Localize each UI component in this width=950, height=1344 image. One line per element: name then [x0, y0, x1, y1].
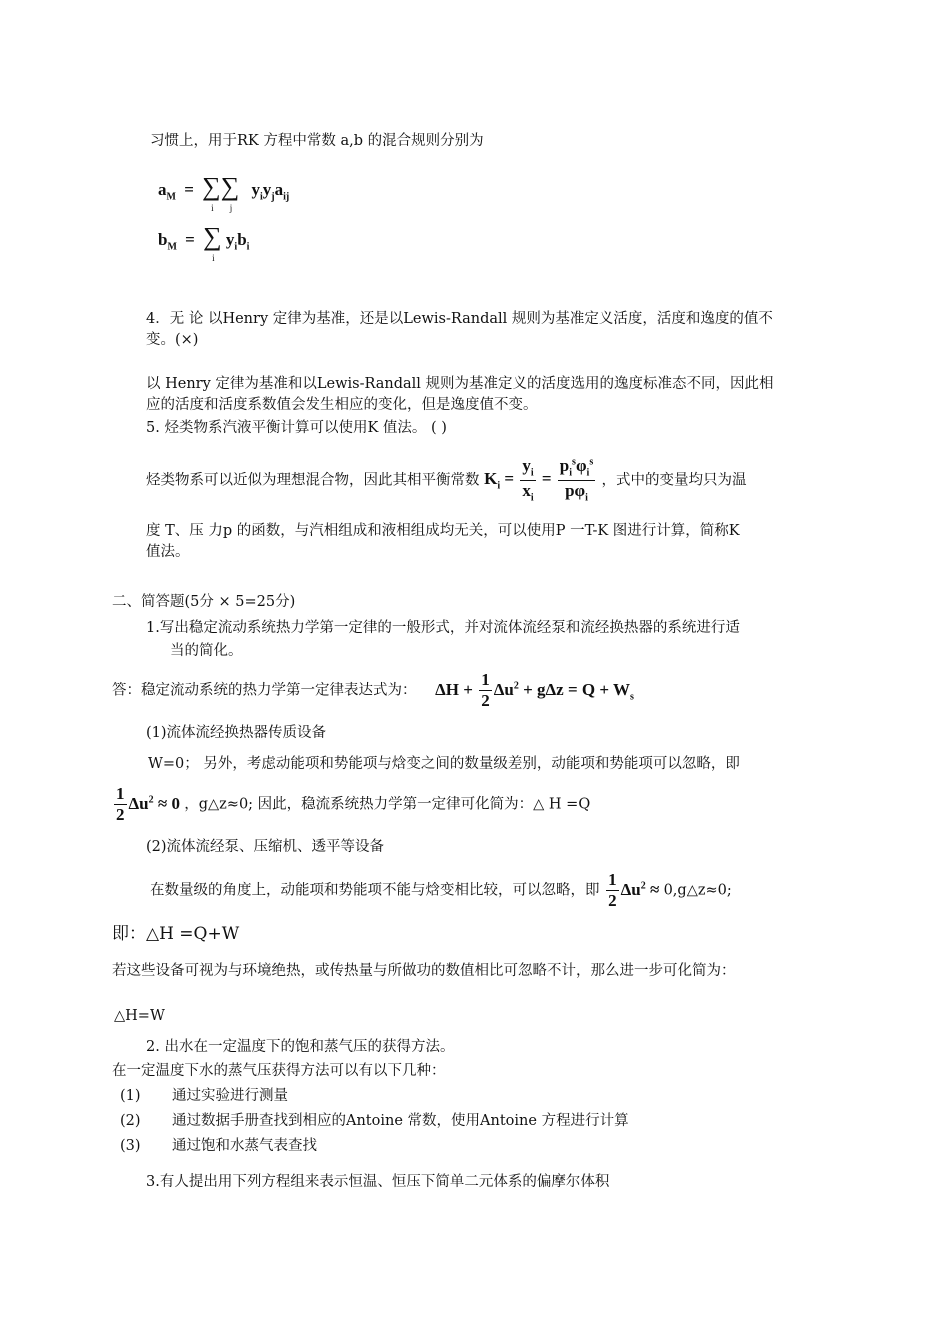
- a5-line-1: 烃类物系可以近似为理想混合物，因此其相平衡常数 $K_i$ = $\frac{y_i}{x_i}$ = $\frac{p_i^s\varphi_i^s}{p\varphi_i}$ ，式中的变量均只为温: [146, 456, 747, 504]
- s2-item-1: (1) 通过实验进行测量: [120, 1088, 288, 1104]
- s1-result: 即：△H =Q+W: [112, 924, 240, 944]
- k-equation: $K_i$ = $\frac{y_i}{x_i}$ = $\frac{p_i^s\varphi_i^s}{p\varphi_i}$: [484, 456, 594, 504]
- s1-part-2-line-1: 在数量级的角度上，动能项和势能项不能与焓变相比较，可以忽略，即 $\frac{1}{2}$ $\Delta u^2$ ≈ 0,g△z≈0;: [150, 870, 732, 911]
- b-symbol: b: [237, 230, 247, 249]
- a4-line-2: 应的活度和活度系数值会发生相应的变化，但是逸度值不变。: [146, 397, 538, 413]
- a4-line-1: 以 Henry 定律为基准和以Lewis-Randall 规则为基准定义的活度选用的逸度标准态不同，因此相: [146, 376, 774, 392]
- s1-question-line-1: 1.写出稳定流动系统热力学第一定律的一般形式，并对流体流经泵和流经换热器的系统进行适: [146, 620, 740, 636]
- s1-part-1-title: (1)流体流经换热器传质设备: [146, 725, 327, 741]
- q4-line-2: 变。(×): [146, 332, 199, 348]
- first-law-equation: ΔH + $\frac{1}{2}$ $\Delta u^2 + g\Delta z = Q + W_s$: [435, 670, 634, 711]
- section-2-title: 二、简答题(5分 × 5=25分): [112, 594, 296, 610]
- s1-part-1-line-1: W=0； 另外，考虑动能项和势能项与焓变之间的数量级差别，动能项和势能项可以忽略，即: [148, 756, 740, 772]
- equation-a-m: $a_M$ = ∑ i ∑ j $y_iy_ja_{ij}$: [158, 172, 290, 213]
- sum-symbol: ∑ j: [220, 172, 240, 213]
- s1-part-1-line-2: $\frac{1}{2}$ $\Delta u^2 \approx 0$ ，g△z≈0; 因此，稳流系统热力学第一定律可化简为：△ H =Q: [112, 780, 590, 825]
- q5-text: 5. 烃类物系汽液平衡计算可以使用K 值法。 ( ): [146, 420, 447, 436]
- s2-item-2: (2) 通过数据手册查找到相应的Antoine 常数，使用Antoine 方程进行计算: [120, 1113, 629, 1129]
- equation-b-m: $b_M$ = ∑ i $y_ib_i$: [158, 222, 250, 263]
- a5-line-3: 值法。: [146, 544, 190, 560]
- a-symbol: a: [274, 180, 284, 199]
- s2-intro: 在一定温度下水的蒸气压获得方法可以有以下几种：: [112, 1063, 446, 1079]
- sum-symbol: ∑ i: [202, 172, 221, 213]
- s2-question: 2. 出水在一定温度下的饱和蒸气压的获得方法。: [146, 1039, 455, 1055]
- s1-note: 若这些设备可视为与环境绝热，或传热量与所做功的数值相比可忽略不计，那么进一步可化简为：: [112, 963, 736, 979]
- s1-answer-line: 答：稳定流动系统的热力学第一定律表达式为： ΔH + $\frac{1}{2}$ $\Delta u^2 + g\Delta z = Q + W_s$: [112, 670, 634, 711]
- kinetic-term: $\frac{1}{2}$ $\Delta u^2 \approx 0$: [116, 784, 185, 825]
- rk-intro-text: 习惯上，用于RK 方程中常数 a,b 的混合规则分别为: [150, 133, 484, 149]
- s1-question-line-2: 当的简化。: [170, 643, 243, 659]
- kinetic-term-2: $\frac{1}{2}$ $\Delta u^2$ ≈: [608, 870, 664, 911]
- a5-line-2: 度 T、压 力p 的函数，与汽相组成和液相组成均无关，可以使用P 一T-K 图进行计算，简称K: [146, 523, 740, 539]
- s2-item-3: (3) 通过饱和水蒸气表查找: [120, 1138, 317, 1154]
- q4-line-1: 4．无 论 以Henry 定律为基准，还是以Lewis-Randall 规则为基准定义活度，活度和逸度的值不: [146, 311, 773, 327]
- sum-symbol: ∑ i: [203, 222, 222, 263]
- s1-final: △H=W: [114, 1008, 165, 1024]
- s1-part-2-title: (2)流体流经泵、压缩机、透平等设备: [146, 839, 385, 855]
- s3-question: 3.有人提出用下列方程组来表示恒温、恒压下简单二元体系的偏摩尔体积: [146, 1174, 610, 1190]
